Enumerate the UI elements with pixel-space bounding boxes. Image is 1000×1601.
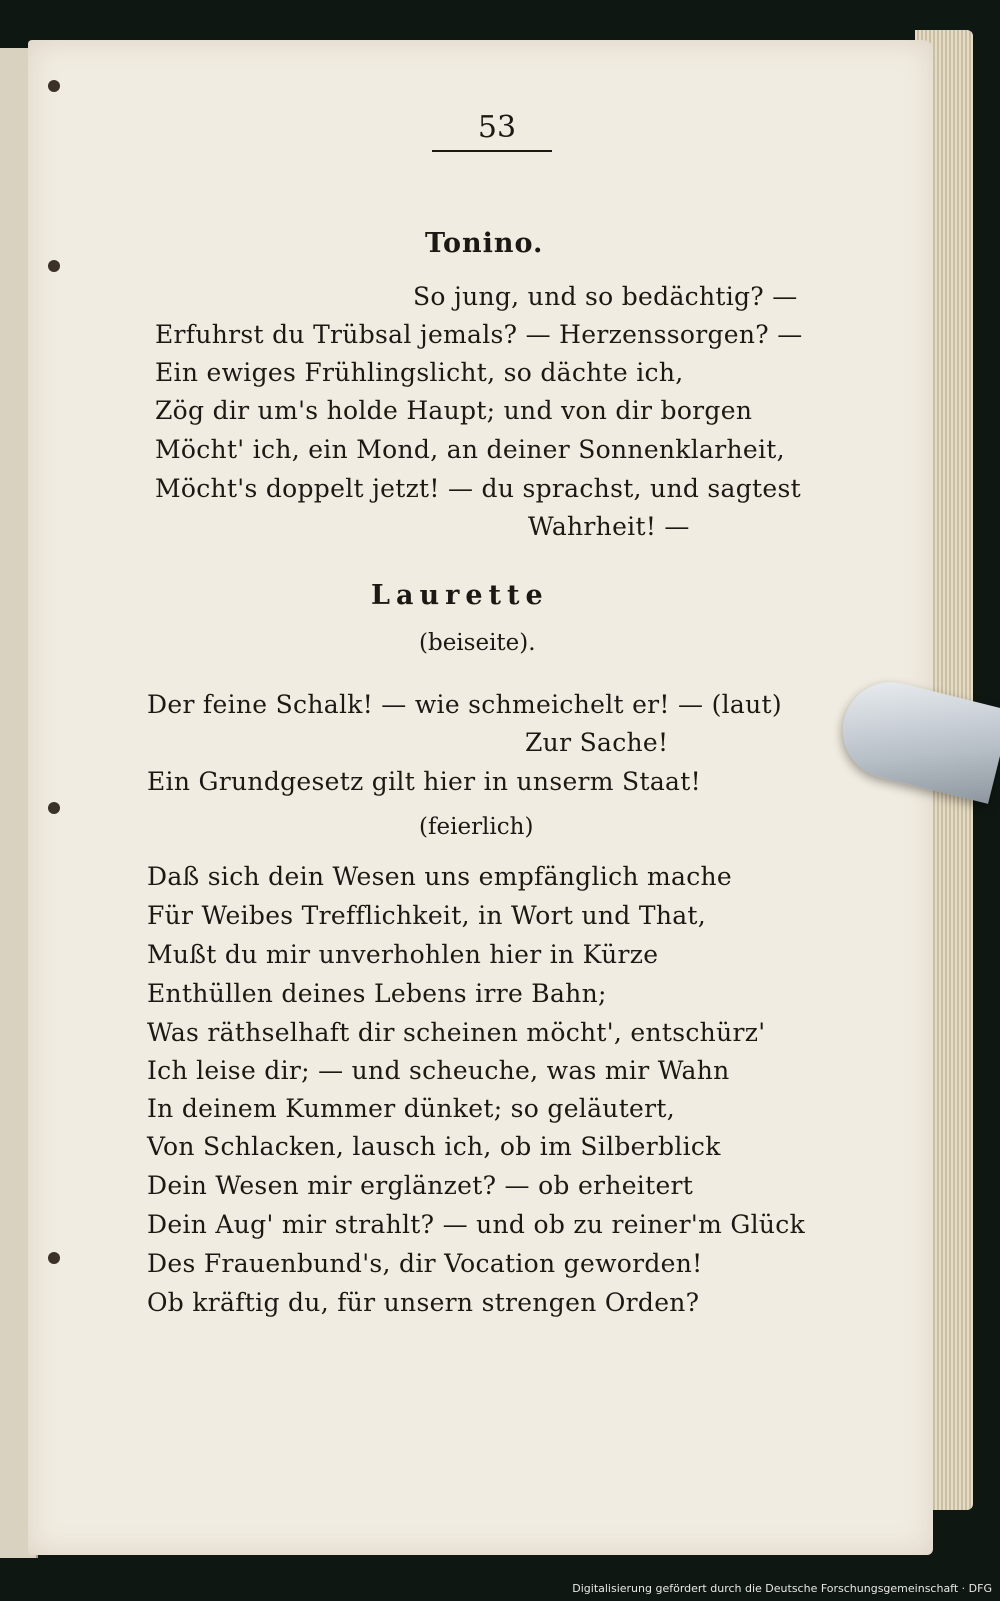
- binding-hole: [48, 260, 60, 272]
- verse-line: Was räthselhaft dir scheinen möcht', entschürz': [147, 1018, 766, 1047]
- digitization-credit: Digitalisierung gefördert durch die Deutsche Forschungsgemeinschaft · DFG: [572, 1582, 992, 1595]
- verse-line: Zur Sache!: [525, 728, 669, 757]
- verse-line: Wahrheit! —: [528, 512, 690, 541]
- verse-line: So jung, und so bedächtig? —: [413, 282, 798, 311]
- verse-line: Enthüllen deines Lebens irre Bahn;: [147, 979, 607, 1008]
- book-page: [28, 40, 933, 1555]
- binding-hole: [48, 802, 60, 814]
- stage-direction: (feierlich): [419, 814, 534, 840]
- verse-line: Erfuhrst du Trübsal jemals? — Herzenssorgen? —: [155, 320, 803, 349]
- verse-line: Für Weibes Trefflichkeit, in Wort und That,: [147, 901, 707, 930]
- speaker-name: Tonino.: [425, 228, 544, 259]
- verse-line: Dein Aug' mir strahlt? — und ob zu reiner'm Glück: [147, 1210, 806, 1239]
- verse-line: Möcht' ich, ein Mond, an deiner Sonnenklarheit,: [155, 435, 785, 464]
- verse-line: Daß sich dein Wesen uns empfänglich mache: [147, 862, 733, 891]
- stage-direction: (beiseite).: [419, 630, 536, 656]
- verse-line: Von Schlacken, lausch ich, ob im Silberblick: [147, 1132, 721, 1161]
- verse-line: Ob kräftig du, für unsern strengen Orden?: [147, 1288, 700, 1317]
- verse-line: Möcht's doppelt jetzt! — du sprachst, und sagtest: [155, 474, 801, 503]
- verse-line: Zög dir um's holde Haupt; und von dir borgen: [155, 396, 753, 425]
- page-number-rule: [432, 150, 552, 152]
- binding-hole: [48, 80, 60, 92]
- speaker-name: Laurette: [371, 580, 549, 611]
- binding-hole: [48, 1252, 60, 1264]
- verse-line: Des Frauenbund's, dir Vocation geworden!: [147, 1249, 703, 1278]
- verse-line: Ein Grundgesetz gilt hier in unserm Staat!: [147, 767, 701, 796]
- verse-line: Ein ewiges Frühlingslicht, so dächte ich,: [155, 358, 684, 387]
- verse-line: Der feine Schalk! — wie schmeichelt er! — (laut): [147, 690, 782, 719]
- verse-line: In deinem Kummer dünket; so geläutert,: [147, 1094, 675, 1123]
- verse-line: Ich leise dir; — und scheuche, was mir Wahn: [147, 1056, 730, 1085]
- page-number: 53: [477, 110, 517, 145]
- verse-line: Dein Wesen mir erglänzet? — ob erheitert: [147, 1171, 694, 1200]
- verse-line: Mußt du mir unverhohlen hier in Kürze: [147, 940, 659, 969]
